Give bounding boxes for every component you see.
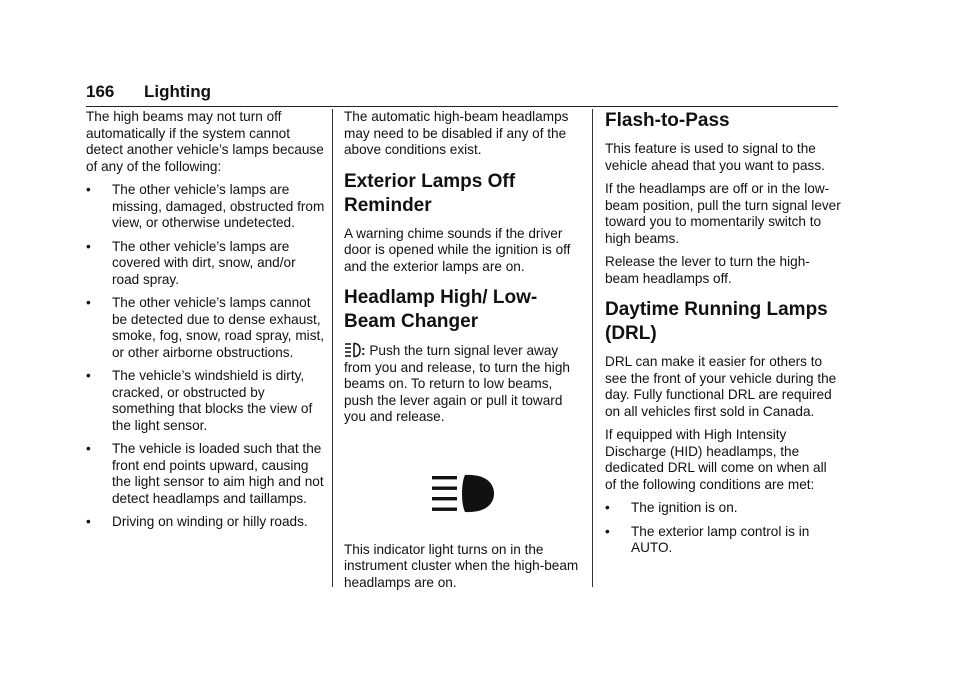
list-item: • The vehicle’s windshield is dirty, cracked, or obstructed by something that blocks the view of the light sensor. bbox=[86, 368, 313, 433]
column-divider bbox=[592, 109, 593, 587]
drl-heading: Daytime Running Lamps (DRL) bbox=[605, 299, 828, 344]
flash-to-pass-heading: Flash-to-Pass bbox=[605, 110, 730, 131]
section-title: Lighting bbox=[144, 82, 212, 101]
high-beam-intro: The high beams may not turn off automatically if the system cannot detect another vehicle’s lamps because of any of the following: bbox=[86, 109, 324, 174]
list-item: • The other vehicle’s lamps are covered with dirt, snow, and/or road spray. bbox=[86, 238, 296, 287]
exterior-lamps-heading: Exterior Lamps Off Reminder bbox=[344, 170, 516, 216]
headlamp-changer-heading: Headlamp High/ Low-Beam Changer bbox=[344, 287, 538, 332]
page-number: 166 bbox=[86, 82, 115, 101]
list-item: • The vehicle is loaded such that the front end points upward, causing the light sensor to aim high and not detect headlamps and taillamps. bbox=[86, 441, 324, 506]
list-item: • The exterior lamp control is in AUTO. bbox=[605, 523, 810, 555]
disable-note: The automatic high-beam headlamps may need to be disabled if any of the above conditions exist. bbox=[344, 109, 569, 157]
high-beam-icon bbox=[344, 342, 361, 358]
list-item: • The ignition is on. bbox=[605, 500, 738, 515]
list-item: • The other vehicle’s lamps cannot be detected due to dense exhaust, smoke, fog, snow, road spray, mist, or other airborne obstructions. bbox=[86, 295, 325, 360]
column-2 bbox=[344, 109, 584, 598]
high-beam-indicator-icon bbox=[432, 474, 494, 514]
exterior-lamps-text: A warning chime sounds if the driver door is opened while the ignition is off and the exterior lamps are on. bbox=[344, 225, 571, 274]
indicator-text: This indicator light turns on in the instrument cluster when the high-beam headlamps are on. bbox=[344, 541, 579, 590]
flash-to-pass-text-1: This feature is used to signal to the vehicle ahead that you want to pass. bbox=[605, 141, 825, 173]
page-header bbox=[86, 82, 838, 107]
flash-to-pass-text-3: Release the lever to turn the high-beam headlamps off. bbox=[605, 254, 810, 286]
headlamp-changer-text: : Push the turn signal lever away from you and release, to turn the high beams on. To return to low beams, push the lever again or pull it toward you and release. bbox=[344, 343, 570, 424]
column-1 bbox=[86, 109, 326, 538]
column-3 bbox=[605, 109, 841, 564]
flash-to-pass-text-2: If the headlamps are off or in the low-beam position, pull the turn signal lever toward you to momentarily switch to high beams. bbox=[605, 181, 841, 246]
list-item: • Driving on winding or hilly roads. bbox=[86, 514, 308, 529]
column-divider bbox=[332, 109, 333, 587]
drl-text-2: If equipped with High Intensity Discharge (HID) headlamps, the dedicated DRL will come on when all of the following conditions are met: bbox=[605, 427, 827, 492]
list-item: • The other vehicle’s lamps are missing, damaged, obstructed from view, or otherwise undetected. bbox=[86, 182, 325, 230]
drl-text-1: DRL can make it easier for others to see the front of your vehicle during the day. Fully functional DRL are required on all vehicles first sold in Canada. bbox=[605, 354, 837, 419]
